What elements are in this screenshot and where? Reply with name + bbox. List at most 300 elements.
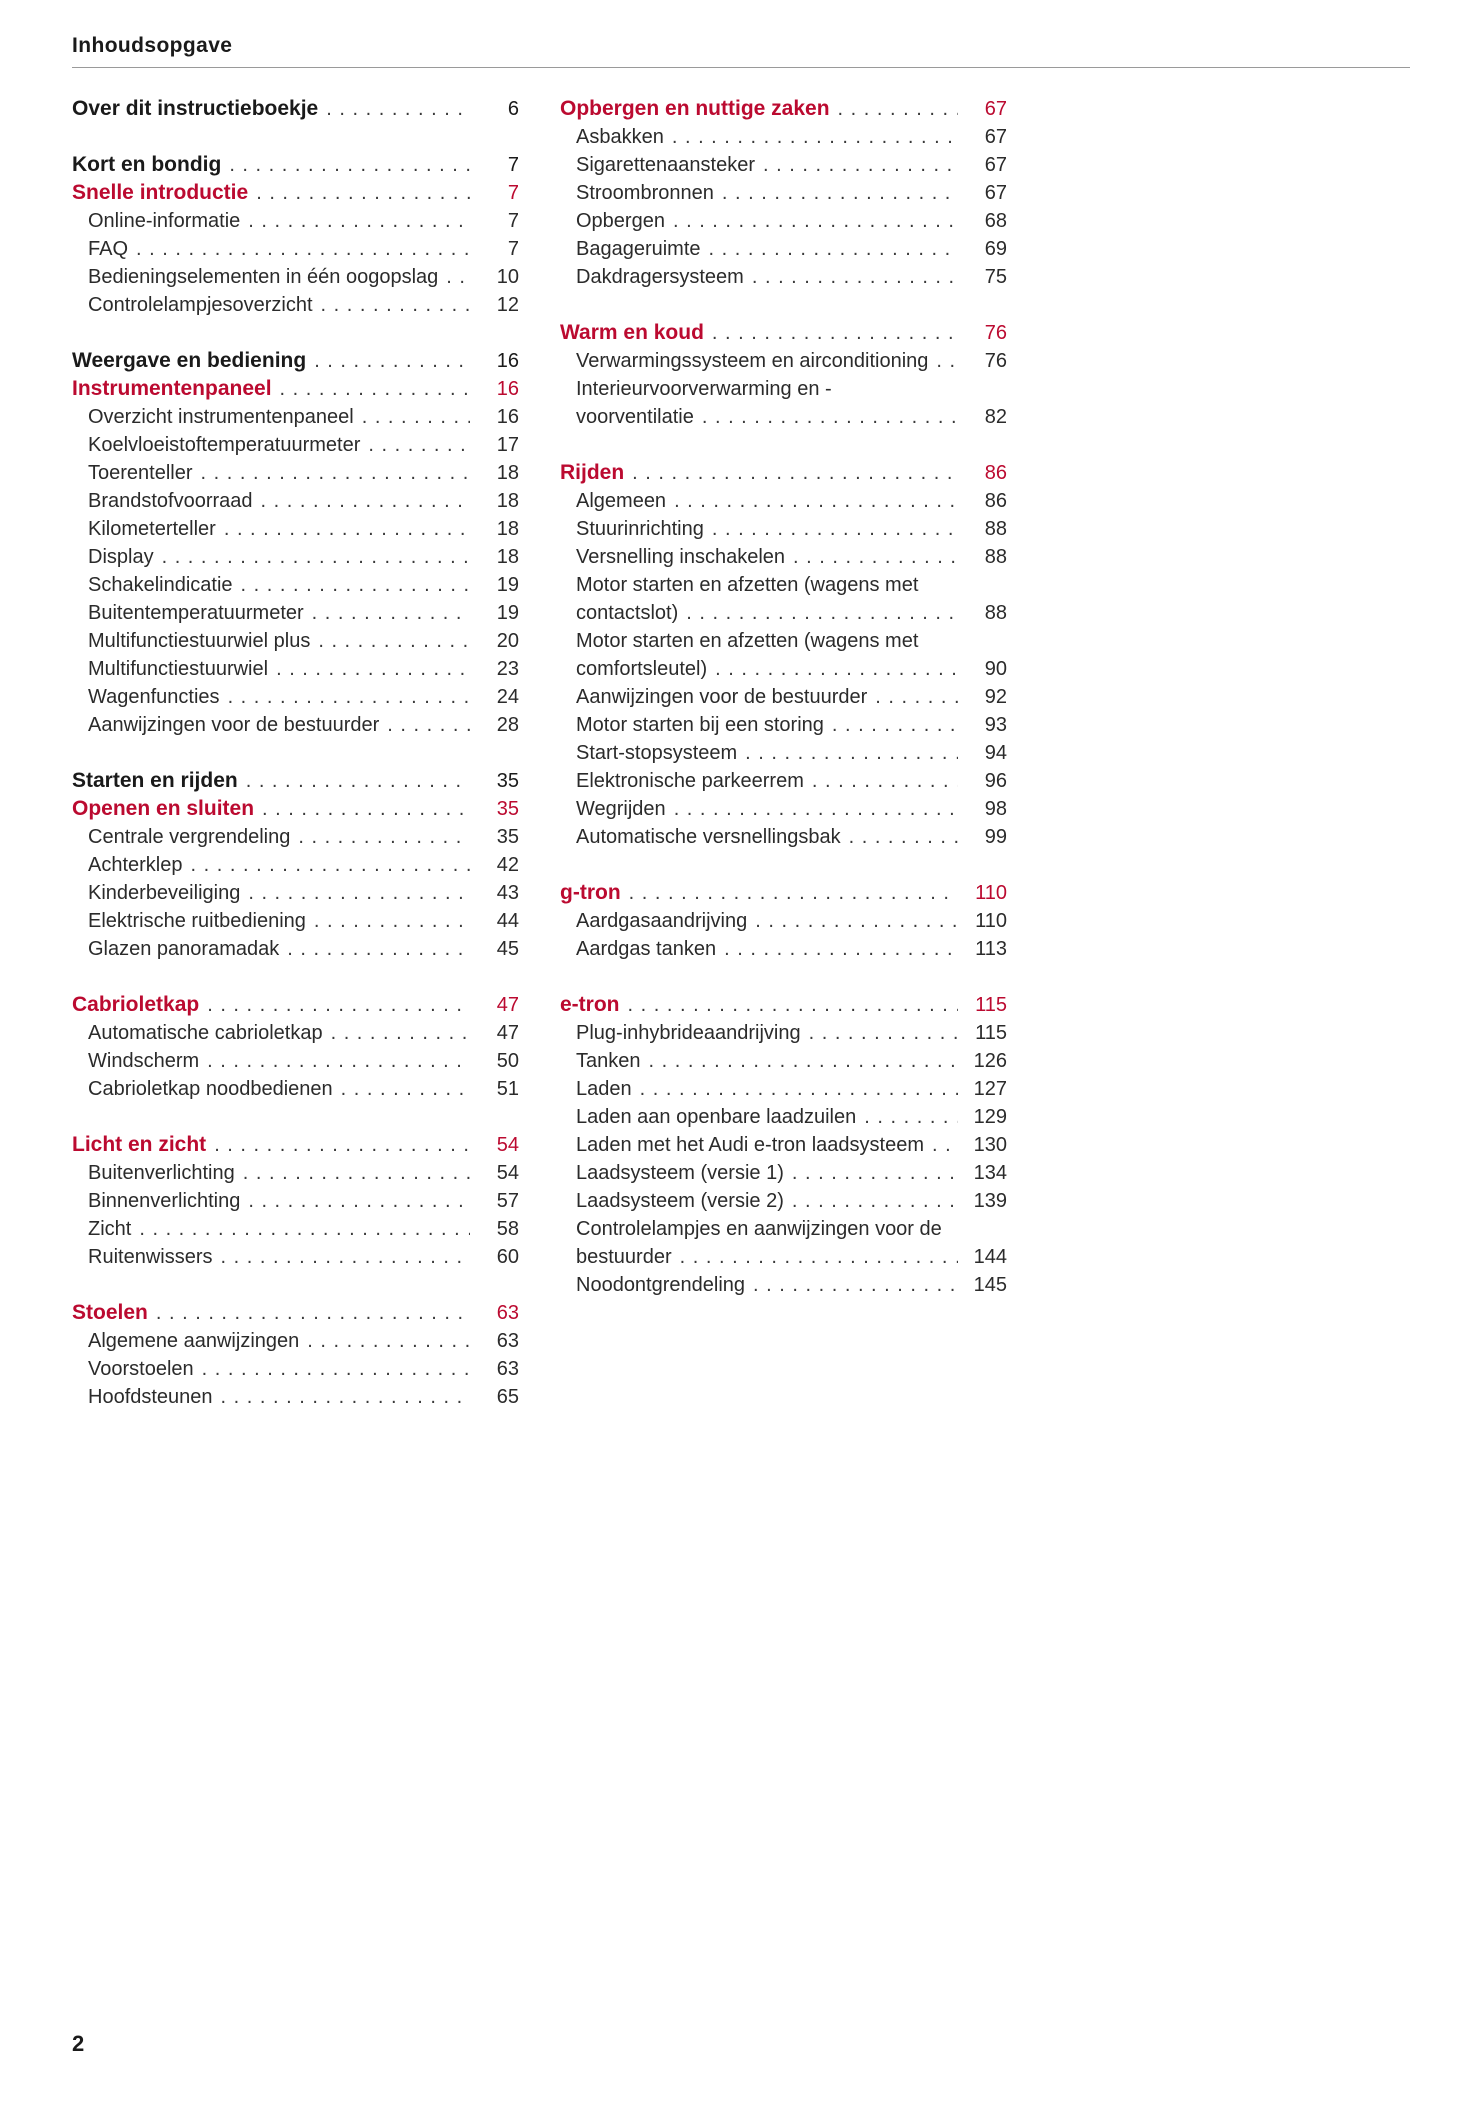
toc-entry-label: g-tron bbox=[560, 881, 621, 904]
dot-leader bbox=[672, 123, 958, 151]
dot-leader bbox=[628, 991, 959, 1019]
toc-item bbox=[560, 1047, 1007, 1075]
dot-leader bbox=[932, 1131, 958, 1159]
toc-entry-page: 93 bbox=[984, 714, 1007, 736]
toc-entry-page: 47 bbox=[496, 1022, 519, 1044]
toc-column bbox=[560, 95, 1007, 1299]
toc-item bbox=[72, 1383, 519, 1411]
page-number: 2 bbox=[72, 2031, 85, 2056]
header-divider bbox=[72, 67, 1410, 68]
toc-entry-label: Buitenverlichting bbox=[88, 1162, 235, 1184]
toc-entry-page: 115 bbox=[975, 994, 1007, 1016]
toc-chapter-heading bbox=[72, 991, 519, 1019]
dot-leader bbox=[745, 739, 958, 767]
toc-section bbox=[72, 151, 519, 319]
dot-leader bbox=[280, 375, 470, 403]
toc-entry-page: 6 bbox=[507, 98, 519, 120]
toc-item bbox=[72, 851, 519, 879]
toc-item bbox=[72, 879, 519, 907]
toc-entry-label: Brandstofvoorraad bbox=[88, 490, 253, 512]
dot-leader bbox=[674, 795, 958, 823]
toc-item bbox=[72, 599, 519, 627]
toc-entry-page: 57 bbox=[496, 1190, 519, 1212]
toc-item bbox=[72, 907, 519, 935]
dot-leader bbox=[261, 487, 470, 515]
dot-leader bbox=[248, 879, 470, 907]
dot-leader bbox=[446, 263, 470, 291]
toc-entry-page: 63 bbox=[496, 1330, 519, 1352]
toc-section bbox=[560, 879, 1007, 963]
toc-section bbox=[72, 1299, 519, 1411]
toc-item bbox=[560, 123, 1007, 151]
dot-leader bbox=[224, 515, 470, 543]
toc-entry-page: 88 bbox=[984, 602, 1007, 624]
dot-leader bbox=[875, 683, 958, 711]
toc-entry-page: 99 bbox=[984, 826, 1007, 848]
toc-item bbox=[72, 1075, 519, 1103]
toc-section bbox=[560, 991, 1007, 1299]
toc-entry-page: 110 bbox=[975, 882, 1007, 904]
toc-entry-page: 63 bbox=[496, 1358, 519, 1380]
toc-item bbox=[560, 1215, 1007, 1243]
toc-entry-label: Stoelen bbox=[72, 1301, 148, 1324]
dot-leader bbox=[287, 935, 470, 963]
toc-entry-page: 35 bbox=[496, 770, 519, 792]
toc-entry-page: 18 bbox=[496, 462, 519, 484]
toc-item bbox=[72, 1019, 519, 1047]
dot-leader bbox=[321, 291, 470, 319]
toc-item bbox=[72, 487, 519, 515]
toc-entry-label: Over dit instructieboekje bbox=[72, 97, 319, 120]
toc-item bbox=[560, 1187, 1007, 1215]
toc-section bbox=[560, 95, 1007, 291]
toc-item bbox=[72, 459, 519, 487]
toc-item bbox=[72, 403, 519, 431]
toc-entry-label: Motor starten bij een storing bbox=[576, 714, 824, 736]
toc-item bbox=[560, 823, 1007, 851]
dot-leader bbox=[248, 207, 470, 235]
toc-chapter-heading bbox=[72, 375, 519, 403]
toc-item bbox=[560, 683, 1007, 711]
toc-entry-page: 16 bbox=[496, 350, 519, 372]
dot-leader bbox=[246, 767, 470, 795]
dot-leader bbox=[832, 711, 958, 739]
dot-leader bbox=[629, 879, 958, 907]
toc-entry-page: 88 bbox=[984, 518, 1007, 540]
toc-item bbox=[72, 1159, 519, 1187]
toc-item bbox=[560, 935, 1007, 963]
toc-chapter-heading bbox=[72, 1131, 519, 1159]
toc-entry-label: Controlelampjes en aanwijzingen voor de bbox=[576, 1218, 942, 1240]
toc-item bbox=[560, 1075, 1007, 1103]
toc-item bbox=[560, 151, 1007, 179]
toc-entry-page: 145 bbox=[973, 1274, 1007, 1296]
dot-leader bbox=[724, 935, 958, 963]
table-of-contents bbox=[72, 95, 1410, 1411]
toc-item bbox=[560, 1159, 1007, 1187]
dot-leader bbox=[680, 1243, 958, 1271]
toc-entry-page: 127 bbox=[973, 1078, 1007, 1100]
toc-entry-page: 139 bbox=[973, 1190, 1007, 1212]
toc-entry-page: 10 bbox=[496, 266, 519, 288]
toc-entry-label: Buitentemperatuurmeter bbox=[88, 602, 304, 624]
toc-entry-label: Starten en rijden bbox=[72, 769, 238, 792]
toc-item bbox=[72, 207, 519, 235]
toc-entry-page: 67 bbox=[984, 98, 1007, 120]
toc-entry-page: 45 bbox=[496, 938, 519, 960]
dot-leader bbox=[649, 1047, 959, 1075]
toc-entry-page: 68 bbox=[984, 210, 1007, 232]
toc-entry-label: Aanwijzingen voor de bestuurder bbox=[88, 714, 380, 736]
toc-entry-page: 115 bbox=[975, 1022, 1007, 1044]
toc-entry-label: Hoofdsteunen bbox=[88, 1386, 213, 1408]
toc-entry-label: Laden aan openbare laadzuilen bbox=[576, 1106, 857, 1128]
toc-entry-page: 17 bbox=[496, 434, 519, 456]
toc-item bbox=[560, 403, 1007, 431]
toc-item bbox=[560, 627, 1007, 655]
toc-entry-label: Windscherm bbox=[88, 1050, 200, 1072]
toc-item bbox=[560, 1271, 1007, 1299]
toc-entry-page: 50 bbox=[496, 1050, 519, 1072]
toc-item bbox=[560, 375, 1007, 403]
toc-item bbox=[72, 1243, 519, 1271]
toc-section bbox=[560, 459, 1007, 851]
toc-entry-page: 16 bbox=[496, 378, 519, 400]
dot-leader bbox=[640, 1075, 958, 1103]
toc-entry-page: 75 bbox=[984, 266, 1007, 288]
dot-leader bbox=[202, 1355, 470, 1383]
toc-item bbox=[560, 179, 1007, 207]
toc-entry-page: 12 bbox=[496, 294, 519, 316]
toc-entry-page: 23 bbox=[496, 658, 519, 680]
dot-leader bbox=[792, 1187, 958, 1215]
toc-entry-page: 98 bbox=[984, 798, 1007, 820]
toc-entry-page: 88 bbox=[984, 546, 1007, 568]
toc-item bbox=[72, 1215, 519, 1243]
toc-entry-label: Ruitenwissers bbox=[88, 1246, 213, 1268]
toc-entry-label: Laden bbox=[576, 1078, 632, 1100]
toc-section bbox=[72, 347, 519, 739]
toc-entry-label: Aardgasaandrijving bbox=[576, 910, 748, 932]
toc-entry-label: Display bbox=[88, 546, 154, 568]
toc-chapter-heading bbox=[560, 319, 1007, 347]
toc-item bbox=[560, 1019, 1007, 1047]
dot-leader bbox=[362, 403, 470, 431]
toc-item bbox=[72, 711, 519, 739]
dot-leader bbox=[331, 1019, 470, 1047]
toc-item bbox=[560, 235, 1007, 263]
toc-section bbox=[72, 95, 519, 123]
toc-entry-label: Opbergen bbox=[576, 210, 665, 232]
toc-entry-page: 96 bbox=[984, 770, 1007, 792]
toc-entry-page: 144 bbox=[973, 1246, 1007, 1268]
dot-leader bbox=[139, 1215, 470, 1243]
toc-item bbox=[72, 515, 519, 543]
toc-entry-label: Weergave en bediening bbox=[72, 349, 307, 372]
toc-entry-page: 7 bbox=[507, 154, 519, 176]
toc-item bbox=[72, 571, 519, 599]
dot-leader bbox=[715, 655, 958, 683]
toc-entry-page: 126 bbox=[973, 1050, 1007, 1072]
toc-item bbox=[72, 431, 519, 459]
toc-chapter-heading bbox=[560, 459, 1007, 487]
toc-entry-label: Openen en sluiten bbox=[72, 797, 255, 820]
dot-leader bbox=[812, 767, 958, 795]
dot-leader bbox=[276, 655, 470, 683]
toc-entry-page: 63 bbox=[496, 1302, 519, 1324]
dot-leader bbox=[162, 543, 470, 571]
toc-entry-label: contactslot) bbox=[576, 602, 679, 624]
dot-leader bbox=[318, 627, 470, 655]
toc-entry-page: 47 bbox=[496, 994, 519, 1016]
toc-entry-label: Algemeen bbox=[576, 490, 667, 512]
toc-entry-page: 35 bbox=[496, 826, 519, 848]
toc-entry-label: Algemene aanwijzingen bbox=[88, 1330, 300, 1352]
toc-item bbox=[72, 291, 519, 319]
toc-entry-label: Glazen panoramadak bbox=[88, 938, 280, 960]
toc-item bbox=[560, 571, 1007, 599]
toc-entry-label: Elektronische parkeerrem bbox=[576, 770, 804, 792]
toc-entry-page: 19 bbox=[496, 602, 519, 624]
toc-entry-label: Laadsysteem (versie 2) bbox=[576, 1190, 784, 1212]
toc-entry-page: 16 bbox=[496, 406, 519, 428]
toc-entry-label: Centrale vergrendeling bbox=[88, 826, 291, 848]
toc-entry-label: Stuurinrichting bbox=[576, 518, 704, 540]
toc-item bbox=[72, 823, 519, 851]
toc-entry-label: Snelle introductie bbox=[72, 181, 249, 204]
toc-entry-page: 54 bbox=[496, 1162, 519, 1184]
dot-leader bbox=[686, 599, 958, 627]
dot-leader bbox=[712, 515, 958, 543]
toc-item bbox=[560, 487, 1007, 515]
dot-leader bbox=[722, 179, 958, 207]
dot-leader bbox=[314, 907, 470, 935]
dot-leader bbox=[341, 1075, 470, 1103]
toc-entry-page: 134 bbox=[973, 1162, 1007, 1184]
dot-leader bbox=[702, 403, 958, 431]
toc-entry-page: 67 bbox=[984, 182, 1007, 204]
toc-entry-page: 42 bbox=[496, 854, 519, 876]
toc-entry-label: Automatische versnellingsbak bbox=[576, 826, 841, 848]
dot-leader bbox=[673, 207, 958, 235]
toc-item bbox=[72, 683, 519, 711]
toc-entry-label: Kinderbeveiliging bbox=[88, 882, 241, 904]
toc-section bbox=[72, 1131, 519, 1271]
toc-entry-label: Tanken bbox=[576, 1050, 641, 1072]
dot-leader bbox=[220, 1243, 470, 1271]
toc-item bbox=[72, 627, 519, 655]
toc-entry-label: Stroombronnen bbox=[576, 182, 714, 204]
toc-entry-label: Rijden bbox=[560, 461, 625, 484]
toc-entry-label: Laadsysteem (versie 1) bbox=[576, 1162, 784, 1184]
toc-entry-page: 18 bbox=[496, 490, 519, 512]
dot-leader bbox=[793, 543, 958, 571]
toc-column bbox=[72, 95, 519, 1411]
toc-item bbox=[72, 1327, 519, 1355]
toc-item bbox=[560, 263, 1007, 291]
toc-entry-label: Multifunctiestuurwiel plus bbox=[88, 630, 311, 652]
toc-entry-label: Zicht bbox=[88, 1218, 132, 1240]
toc-entry-label: Cabrioletkap bbox=[72, 993, 200, 1016]
toc-entry-label: Sigarettenaansteker bbox=[576, 154, 756, 176]
dot-leader bbox=[838, 95, 958, 123]
dot-leader bbox=[792, 1159, 958, 1187]
toc-item bbox=[560, 907, 1007, 935]
dot-leader bbox=[312, 599, 470, 627]
toc-part-heading bbox=[72, 151, 519, 179]
toc-entry-page: 43 bbox=[496, 882, 519, 904]
toc-entry-label: Wagenfuncties bbox=[88, 686, 220, 708]
toc-entry-page: 7 bbox=[507, 210, 519, 232]
toc-chapter-heading bbox=[560, 95, 1007, 123]
toc-entry-page: 18 bbox=[496, 546, 519, 568]
toc-item bbox=[560, 711, 1007, 739]
toc-entry-label: Elektrische ruitbediening bbox=[88, 910, 306, 932]
toc-entry-label: Versnelling inschakelen bbox=[576, 546, 786, 568]
toc-entry-page: 67 bbox=[984, 126, 1007, 148]
dot-leader bbox=[201, 459, 470, 487]
toc-entry-label: bestuurder bbox=[576, 1246, 672, 1268]
dot-leader bbox=[228, 683, 470, 711]
toc-entry-page: 82 bbox=[984, 406, 1007, 428]
toc-entry-page: 92 bbox=[984, 686, 1007, 708]
toc-entry-label: e-tron bbox=[560, 993, 620, 1016]
dot-leader bbox=[207, 991, 470, 1019]
toc-entry-page: 94 bbox=[984, 742, 1007, 764]
page-header bbox=[72, 34, 1410, 68]
toc-entry-label: Opbergen en nuttige zaken bbox=[560, 97, 830, 120]
toc-entry-label: FAQ bbox=[88, 238, 129, 260]
dot-leader bbox=[243, 1159, 470, 1187]
toc-entry-page: 130 bbox=[973, 1134, 1007, 1156]
toc-entry-label: Cabrioletkap noodbedienen bbox=[88, 1078, 333, 1100]
toc-entry-page: 44 bbox=[496, 910, 519, 932]
dot-leader bbox=[752, 263, 958, 291]
dot-leader bbox=[298, 823, 470, 851]
dot-leader bbox=[809, 1019, 958, 1047]
toc-entry-label: Achterklep bbox=[88, 854, 183, 876]
toc-part-heading bbox=[72, 347, 519, 375]
toc-entry-label: Warm en koud bbox=[560, 321, 704, 344]
dot-leader bbox=[753, 1271, 958, 1299]
toc-entry-label: Laden met het Audi e-tron laadsysteem bbox=[576, 1134, 924, 1156]
toc-item bbox=[560, 655, 1007, 683]
toc-entry-label: Toerenteller bbox=[88, 462, 193, 484]
toc-entry-page: 20 bbox=[496, 630, 519, 652]
toc-entry-page: 76 bbox=[984, 350, 1007, 372]
toc-chapter-heading bbox=[560, 991, 1007, 1019]
toc-part-heading bbox=[72, 95, 519, 123]
toc-entry-label: Verwarmingssysteem en airconditioning bbox=[576, 350, 929, 372]
toc-entry-label: Asbakken bbox=[576, 126, 664, 148]
toc-entry-page: 24 bbox=[496, 686, 519, 708]
toc-entry-page: 76 bbox=[984, 322, 1007, 344]
toc-entry-label: Voorstoelen bbox=[88, 1358, 194, 1380]
toc-entry-label: Kilometerteller bbox=[88, 518, 216, 540]
dot-leader bbox=[849, 823, 958, 851]
toc-entry-page: 65 bbox=[496, 1386, 519, 1408]
toc-entry-page: 113 bbox=[975, 938, 1007, 960]
toc-item bbox=[72, 1355, 519, 1383]
toc-chapter-heading bbox=[72, 795, 519, 823]
toc-entry-page: 7 bbox=[507, 238, 519, 260]
dot-leader bbox=[191, 851, 471, 879]
toc-entry-label: Instrumentenpaneel bbox=[72, 377, 272, 400]
toc-entry-page: 18 bbox=[496, 518, 519, 540]
dot-leader bbox=[763, 151, 958, 179]
toc-item bbox=[72, 235, 519, 263]
toc-item bbox=[560, 1103, 1007, 1131]
toc-part-heading bbox=[72, 767, 519, 795]
toc-item bbox=[72, 935, 519, 963]
toc-entry-label: Licht en zicht bbox=[72, 1133, 207, 1156]
toc-entry-label: Aanwijzingen voor de bestuurder bbox=[576, 686, 868, 708]
toc-section bbox=[72, 991, 519, 1103]
toc-entry-page: 86 bbox=[984, 462, 1007, 484]
toc-section bbox=[560, 319, 1007, 431]
toc-entry-label: Motor starten en afzetten (wagens met bbox=[576, 630, 919, 652]
toc-item bbox=[560, 599, 1007, 627]
toc-entry-page: 60 bbox=[496, 1246, 519, 1268]
toc-entry-label: Schakelindicatie bbox=[88, 574, 233, 596]
toc-entry-label: Koelvloeistoftemperatuurmeter bbox=[88, 434, 361, 456]
toc-entry-page: 67 bbox=[984, 154, 1007, 176]
dot-leader bbox=[674, 487, 958, 515]
toc-entry-page: 19 bbox=[496, 574, 519, 596]
toc-entry-label: Noodontgrendeling bbox=[576, 1274, 746, 1296]
toc-item bbox=[72, 655, 519, 683]
dot-leader bbox=[221, 1383, 470, 1411]
toc-item bbox=[560, 795, 1007, 823]
toc-entry-label: Bagageruimte bbox=[576, 238, 701, 260]
toc-entry-label: Automatische cabrioletkap bbox=[88, 1022, 323, 1044]
toc-entry-page: 58 bbox=[496, 1218, 519, 1240]
dot-leader bbox=[936, 347, 958, 375]
toc-entry-label: Controlelampjesoverzicht bbox=[88, 294, 313, 316]
dot-leader bbox=[156, 1299, 470, 1327]
toc-entry-label: comfortsleutel) bbox=[576, 658, 708, 680]
dot-leader bbox=[326, 95, 470, 123]
toc-entry-label: Motor starten en afzetten (wagens met bbox=[576, 574, 919, 596]
toc-item bbox=[560, 1131, 1007, 1159]
dot-leader bbox=[864, 1103, 958, 1131]
toc-entry-label: voorventilatie bbox=[576, 406, 694, 428]
dot-leader bbox=[256, 179, 470, 207]
toc-item bbox=[560, 739, 1007, 767]
toc-entry-label: Start-stopsysteem bbox=[576, 742, 738, 764]
page-title: Inhoudsopgave bbox=[72, 34, 233, 57]
toc-entry-label: Kort en bondig bbox=[72, 153, 222, 176]
toc-item bbox=[560, 207, 1007, 235]
toc-chapter-heading bbox=[72, 1299, 519, 1327]
page-footer bbox=[72, 2031, 84, 2057]
toc-item bbox=[72, 263, 519, 291]
dot-leader bbox=[712, 319, 958, 347]
toc-item bbox=[72, 543, 519, 571]
dot-leader bbox=[248, 1187, 470, 1215]
toc-item bbox=[560, 767, 1007, 795]
toc-entry-label: Plug-inhybrideaandrijving bbox=[576, 1022, 801, 1044]
dot-leader bbox=[241, 571, 470, 599]
toc-item bbox=[72, 1187, 519, 1215]
dot-leader bbox=[709, 235, 958, 263]
toc-entry-page: 129 bbox=[973, 1106, 1007, 1128]
toc-entry-label: Overzicht instrumentenpaneel bbox=[88, 406, 354, 428]
toc-entry-page: 110 bbox=[975, 910, 1007, 932]
dot-leader bbox=[632, 459, 958, 487]
dot-leader bbox=[755, 907, 958, 935]
toc-item bbox=[72, 1047, 519, 1075]
